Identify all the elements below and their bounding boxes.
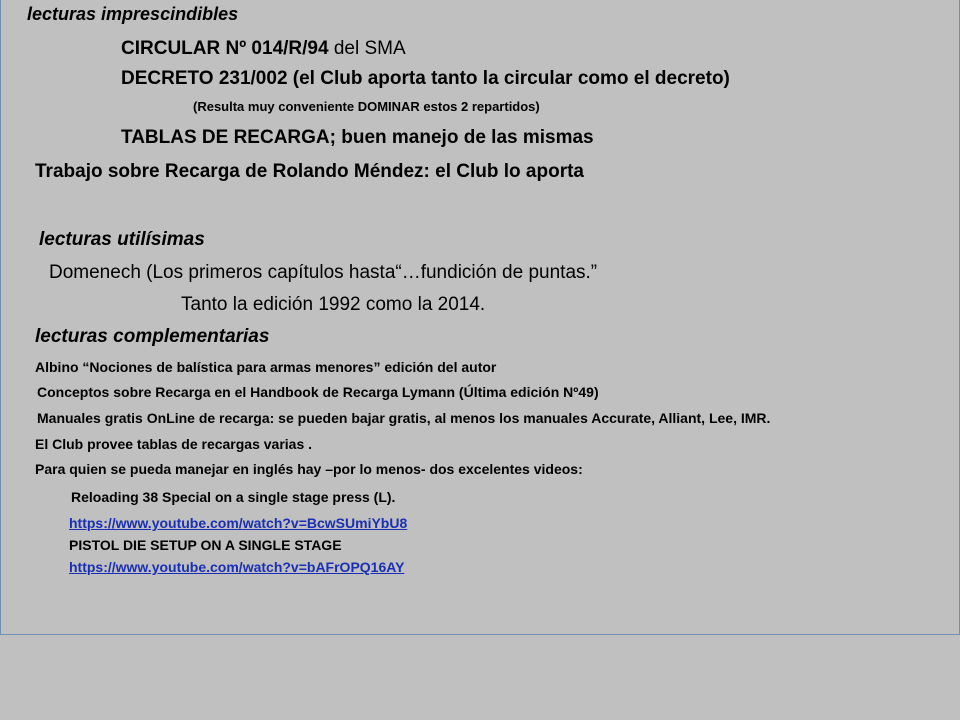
heading-lecturas-complementarias: lecturas complementarias [35, 326, 270, 347]
item-videos-ingles: Para quien se pueda manejar en inglés hay –por lo menos- dos excelentes videos: [35, 461, 583, 477]
circular-suffix: del SMA [328, 38, 406, 59]
item-albino: Albino “Nociones de balística para armas menores” edición del autor [35, 359, 497, 375]
item-tablas-recarga: TABLAS DE RECARGA; buen manejo de las mismas [121, 127, 594, 148]
item-club-tablas: El Club provee tablas de recargas varias . [35, 436, 313, 452]
heading-lecturas-imprescindibles: lecturas imprescindibles [27, 4, 239, 24]
video-link-1[interactable]: https://www.youtube.com/watch?v=BcwSUmiYbU8 [69, 515, 408, 531]
item-manuales-online: Manuales gratis OnLine de recarga: se pueden bajar gratis, al menos los manuales Accurate, Alliant, Lee, IMR. [37, 410, 771, 426]
item-trabajo-mendez: Trabajo sobre Recarga de Rolando Méndez: el Club lo aporta [35, 161, 584, 182]
item-handbook-lymann: Conceptos sobre Recarga en el Handbook de Recarga Lymann (Última edición Nº49) [37, 384, 599, 400]
item-domenech: Domenech (Los primeros capítulos hasta“…fundición de puntas.” [49, 262, 598, 283]
video-link-2[interactable]: https://www.youtube.com/watch?v=bAFrOPQ16AY [69, 559, 405, 575]
item-ediciones: Tanto la edición 1992 como la 2014. [181, 294, 486, 315]
item-circular [121, 38, 406, 60]
note-dominar: (Resulta muy conveniente DOMINAR estos 2 repartidos) [193, 99, 540, 114]
video-title-pistol-die: PISTOL DIE SETUP ON A SINGLE STAGE [69, 537, 342, 553]
video-title-38-special: Reloading 38 Special on a single stage press (L). [71, 489, 396, 505]
heading-lecturas-utilisimas: lecturas utilísimas [39, 229, 205, 250]
circular-title: CIRCULAR Nº 014/R/94 [121, 38, 329, 59]
item-decreto: DECRETO 231/002 (el Club aporta tanto la circular como el decreto) [121, 68, 730, 89]
